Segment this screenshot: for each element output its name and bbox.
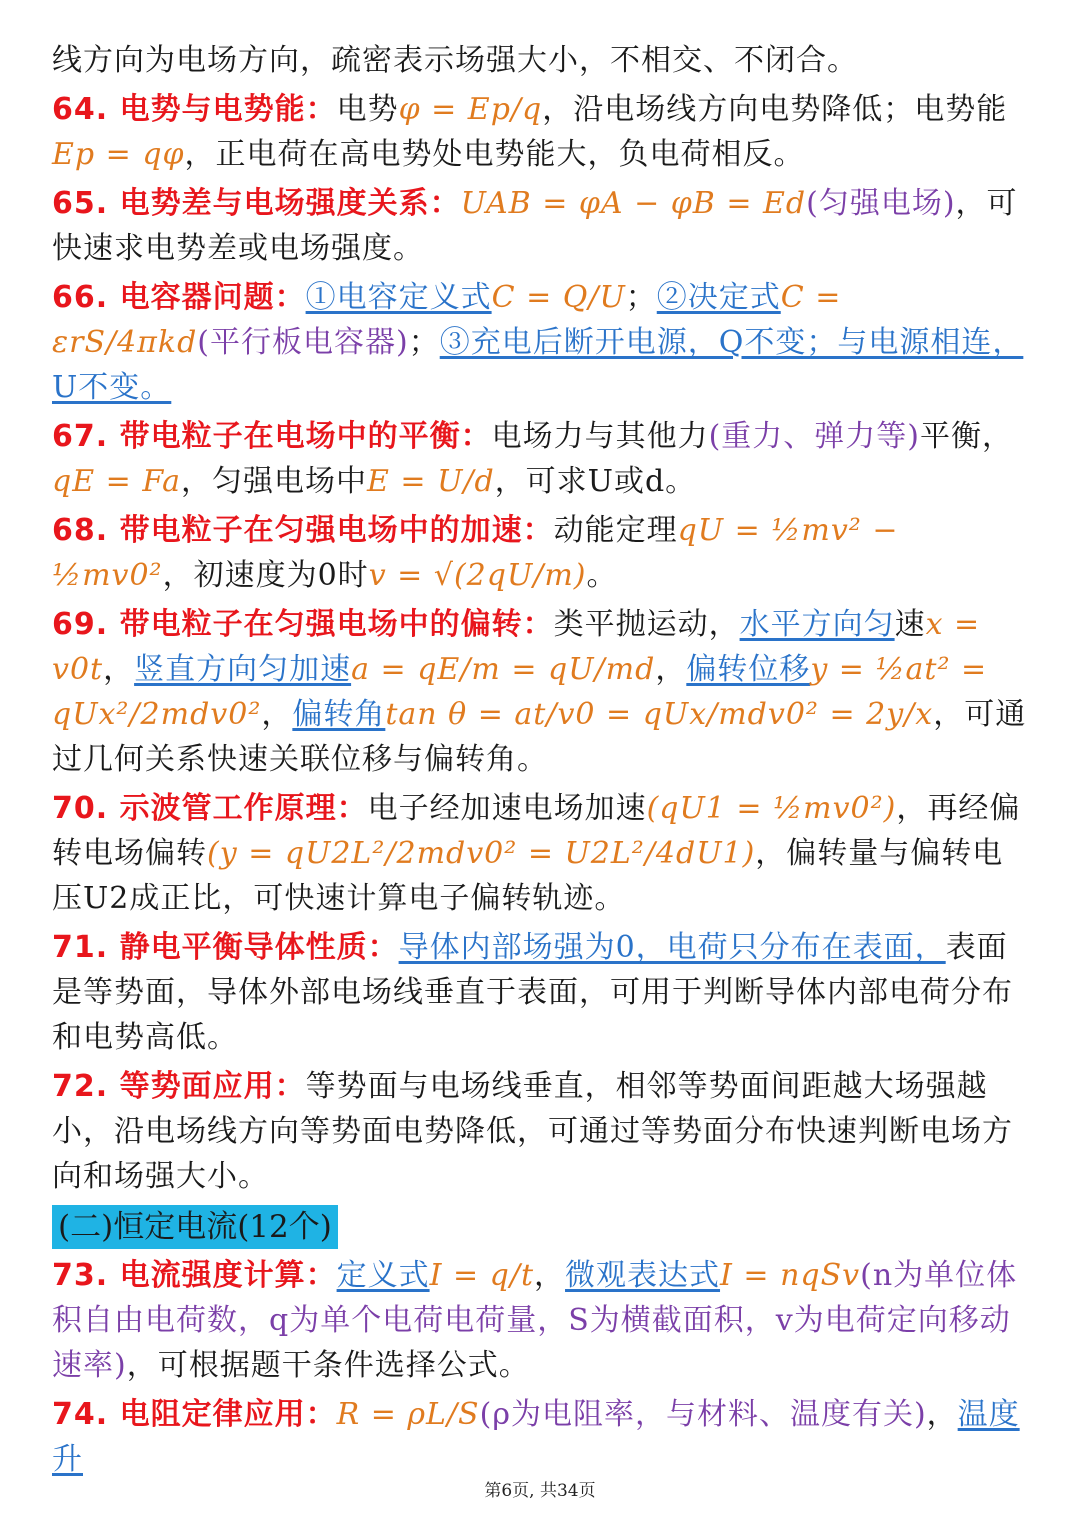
underlined-text: 温度升 [52, 1397, 1020, 1477]
item-68 [52, 508, 1030, 598]
text: ，再经偏转电场偏转 [52, 791, 1021, 871]
text: ，沿电场线方向电势降低；电势能 [542, 92, 1008, 127]
text: 速 [894, 607, 926, 642]
text: ， [655, 652, 687, 687]
formula: C = Q/U [491, 280, 626, 315]
formula: R = ρL/S [336, 1397, 480, 1432]
formula: I = nqSv [720, 1258, 861, 1293]
item-heading: 71. 静电平衡导体性质： [52, 930, 399, 965]
note: (重力、弹力等) [708, 419, 921, 454]
item-heading: 73. 电流强度计算： [52, 1258, 337, 1293]
text: ， [534, 1258, 566, 1293]
text: 线方向为电场方向，疏密表示场强大小，不相交、不闭合。 [52, 43, 858, 78]
formula: tan θ = at/v0 = qUx/mdv0² = 2y/x [385, 697, 934, 732]
item-69 [52, 602, 1030, 782]
text: ，匀强电场中 [180, 464, 367, 499]
item-65 [52, 181, 1030, 271]
underlined-text: 偏转位移 [686, 652, 811, 687]
text: ，可求U或d。 [494, 464, 697, 499]
formula: φ = Ep/q [398, 92, 543, 127]
section-heading: (二)恒定电流(12个) [52, 1205, 338, 1249]
text: ，偏转量与偏转电压U2成正比，可快速计算电子偏转轨迹。 [52, 836, 1004, 916]
item-heading: 69. 带电粒子在匀强电场中的偏转： [52, 607, 554, 642]
item-70 [52, 786, 1030, 921]
text: ； [408, 325, 440, 360]
item-heading: 64. 电势与电势能： [52, 92, 337, 127]
formula: Ep = qφ [52, 137, 185, 172]
item-66 [52, 275, 1030, 410]
formula: (y = qU2L²/2mdv0² = U2L²/4dU1) [207, 836, 756, 871]
underlined-text: 竖直方向匀加速 [134, 652, 352, 687]
underlined-text: ②决定式 [656, 280, 781, 315]
underlined-text: ③充电后断开电源，Q不变；与电源相连，U不变。 [52, 325, 1024, 405]
item-heading: 67. 带电粒子在电场中的平衡： [52, 419, 492, 454]
item-64 [52, 87, 1030, 177]
text: 电势 [336, 92, 399, 127]
text: ； [625, 280, 657, 315]
text: ，可通过几何关系快速关联位移与偏转角。 [52, 697, 1027, 777]
formula: E = U/d [366, 464, 495, 499]
formula: C = εrS/4πkd [52, 280, 842, 360]
item-heading: 72. 等势面应用： [52, 1069, 306, 1104]
text: ， [103, 652, 135, 687]
text: 等势面与电场线垂直，相邻等势面间距越大场强越小，沿电场线方向等势面电势降低，可通过等势面分布快速判断电场方向和场强大小。 [52, 1069, 1013, 1194]
text: ， [926, 1397, 958, 1432]
note: (n为单位体积自由电荷数，q为单个电荷电荷量，S为横截面积，v为电荷定向移动速率) [52, 1258, 1018, 1383]
underlined-text: 偏转角 [292, 697, 386, 732]
formula: v = √(2qU/m) [368, 558, 587, 593]
line-continuation [52, 38, 1030, 83]
item-74 [52, 1392, 1030, 1482]
formula: I = q/t [429, 1258, 535, 1293]
text: ， [261, 697, 293, 732]
text: 电场力与其他力 [491, 419, 709, 454]
note: (平行板电容器) [197, 325, 409, 360]
item-heading: 68. 带电粒子在匀强电场中的加速： [52, 513, 554, 548]
item-67 [52, 414, 1030, 504]
item-72 [52, 1064, 1030, 1199]
underlined-text: ①电容定义式 [305, 280, 492, 315]
text: ，可根据题干条件选择公式。 [126, 1348, 530, 1383]
text: 。 [586, 558, 618, 593]
text: 平衡， [920, 419, 1014, 454]
formula: qE = Fa [52, 464, 181, 499]
formula: (qU1 = ½mv0²) [646, 791, 897, 826]
formula: y = ½at² = qUx²/2mdv0² [52, 652, 988, 732]
formula: UAB = φA − φB = Ed [460, 186, 807, 221]
item-heading: 65. 电势差与电场强度关系： [52, 186, 461, 221]
note: (匀强电场) [806, 186, 956, 221]
underlined-text: 定义式 [336, 1258, 430, 1293]
text: ，初速度为0时 [162, 558, 369, 593]
item-71 [52, 925, 1030, 1060]
text: 电子经加速电场加速 [367, 791, 647, 826]
page-number: 第6页, 共34页 [484, 1481, 596, 1501]
text: ，正电荷在高电势处电势能大，负电荷相反。 [184, 137, 805, 172]
item-73 [52, 1253, 1030, 1388]
underlined-text: 水平方向匀 [739, 607, 895, 642]
item-heading: 66. 电容器问题： [52, 280, 306, 315]
text: ，可快速求电势差或电场强度。 [52, 186, 1018, 266]
formula: qU = ½mv² − ½mv0² [52, 513, 899, 593]
item-heading: 70. 示波管工作原理： [52, 791, 368, 826]
underlined-text: 导体内部场强为0，电荷只分布在表面， [398, 930, 946, 965]
underlined-text: 微观表达式 [565, 1258, 721, 1293]
text: 动能定理 [553, 513, 678, 548]
text: 表面是等势面，导体外部电场线垂直于表面，可用于判断导体内部电荷分布和电势高低。 [52, 930, 1013, 1055]
note: (ρ为电阻率，与材料、温度有关) [479, 1397, 927, 1432]
formula: x = v0t [52, 607, 981, 687]
item-heading: 74. 电阻定律应用： [52, 1397, 337, 1432]
text: 类平抛运动， [553, 607, 740, 642]
formula: a = qE/m = qU/md [351, 652, 656, 687]
